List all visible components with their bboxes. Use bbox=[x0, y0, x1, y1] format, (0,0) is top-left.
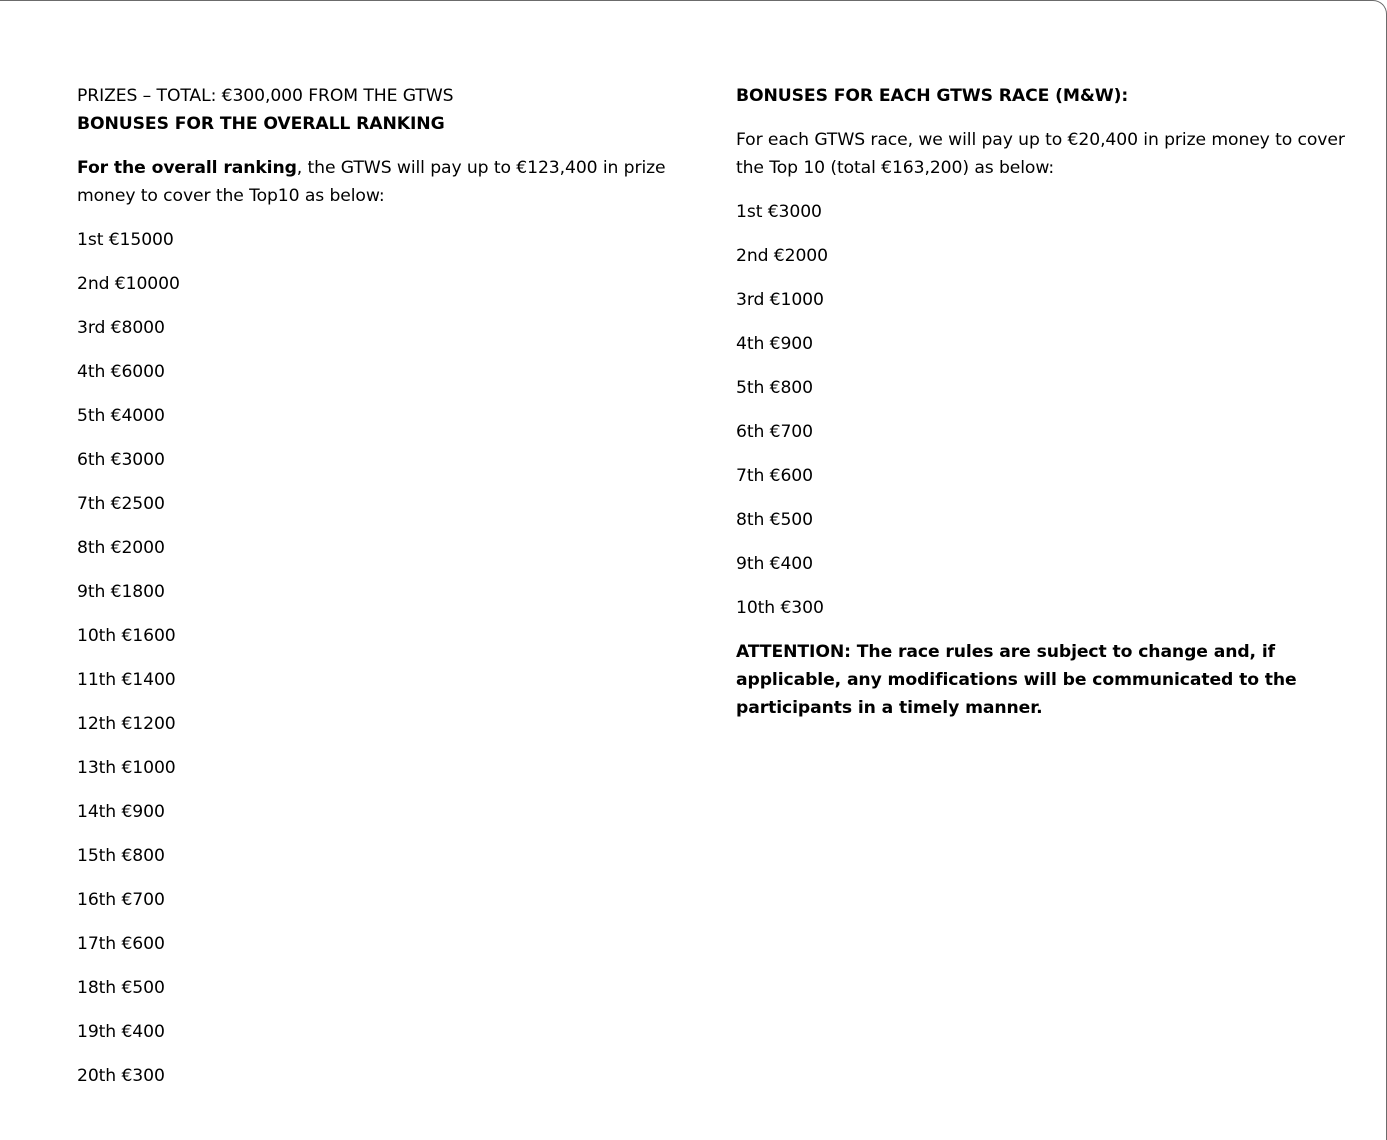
overall-prize-item: 18th €500 bbox=[77, 978, 165, 998]
race-prize-item: 9th €400 bbox=[736, 554, 813, 574]
race-prize-list bbox=[736, 198, 1366, 622]
overall-ranking-intro-bold: For the overall ranking bbox=[77, 158, 297, 178]
race-prize-item: 4th €900 bbox=[736, 334, 813, 354]
overall-ranking-intro bbox=[77, 154, 667, 210]
race-prize-item: 5th €800 bbox=[736, 378, 813, 398]
race-bonus-intro: For each GTWS race, we will pay up to €20,400 in prize money to cover the Top 10 (total €163,200) as below: bbox=[736, 130, 1345, 178]
race-bonus-heading: BONUSES FOR EACH GTWS RACE (M&W): bbox=[736, 86, 1129, 106]
overall-prize-item: 1st €15000 bbox=[77, 230, 174, 250]
overall-prize-item: 17th €600 bbox=[77, 934, 165, 954]
overall-ranking-heading: BONUSES FOR THE OVERALL RANKING bbox=[77, 114, 445, 134]
overall-ranking-intro-text: , the GTWS will pay up to €123,400 in prize money to cover the Top10 as below: bbox=[77, 158, 666, 206]
overall-prize-item: 19th €400 bbox=[77, 1022, 165, 1042]
overall-prize-list bbox=[77, 226, 667, 1090]
overall-prize-item: 2nd €10000 bbox=[77, 274, 180, 294]
race-bonus-section bbox=[736, 82, 1366, 738]
overall-prize-item: 16th €700 bbox=[77, 890, 165, 910]
race-prize-item: 2nd €2000 bbox=[736, 246, 828, 266]
race-prize-item: 1st €3000 bbox=[736, 202, 822, 222]
overall-prize-item: 4th €6000 bbox=[77, 362, 165, 382]
overall-prize-item: 3rd €8000 bbox=[77, 318, 165, 338]
overall-prize-item: 7th €2500 bbox=[77, 494, 165, 514]
prizes-total-heading: PRIZES – TOTAL: €300,000 FROM THE GTWS bbox=[77, 86, 454, 106]
overall-ranking-section bbox=[77, 82, 667, 1106]
overall-prize-item: 11th €1400 bbox=[77, 670, 176, 690]
overall-prize-item: 20th €300 bbox=[77, 1066, 165, 1086]
overall-prize-item: 13th €1000 bbox=[77, 758, 176, 778]
overall-prize-item: 10th €1600 bbox=[77, 626, 176, 646]
overall-prize-item: 14th €900 bbox=[77, 802, 165, 822]
overall-prize-item: 6th €3000 bbox=[77, 450, 165, 470]
race-prize-item: 8th €500 bbox=[736, 510, 813, 530]
overall-prize-item: 9th €1800 bbox=[77, 582, 165, 602]
overall-prize-item: 5th €4000 bbox=[77, 406, 165, 426]
overall-prize-item: 8th €2000 bbox=[77, 538, 165, 558]
overall-prize-item: 15th €800 bbox=[77, 846, 165, 866]
race-prize-item: 7th €600 bbox=[736, 466, 813, 486]
attention-notice: ATTENTION: The race rules are subject to change and, if applicable, any modifications will be communicated to the participants in a timely manner. bbox=[736, 642, 1297, 718]
race-prize-item: 3rd €1000 bbox=[736, 290, 824, 310]
race-prize-item: 10th €300 bbox=[736, 598, 824, 618]
race-prize-item: 6th €700 bbox=[736, 422, 813, 442]
overall-prize-item: 12th €1200 bbox=[77, 714, 176, 734]
